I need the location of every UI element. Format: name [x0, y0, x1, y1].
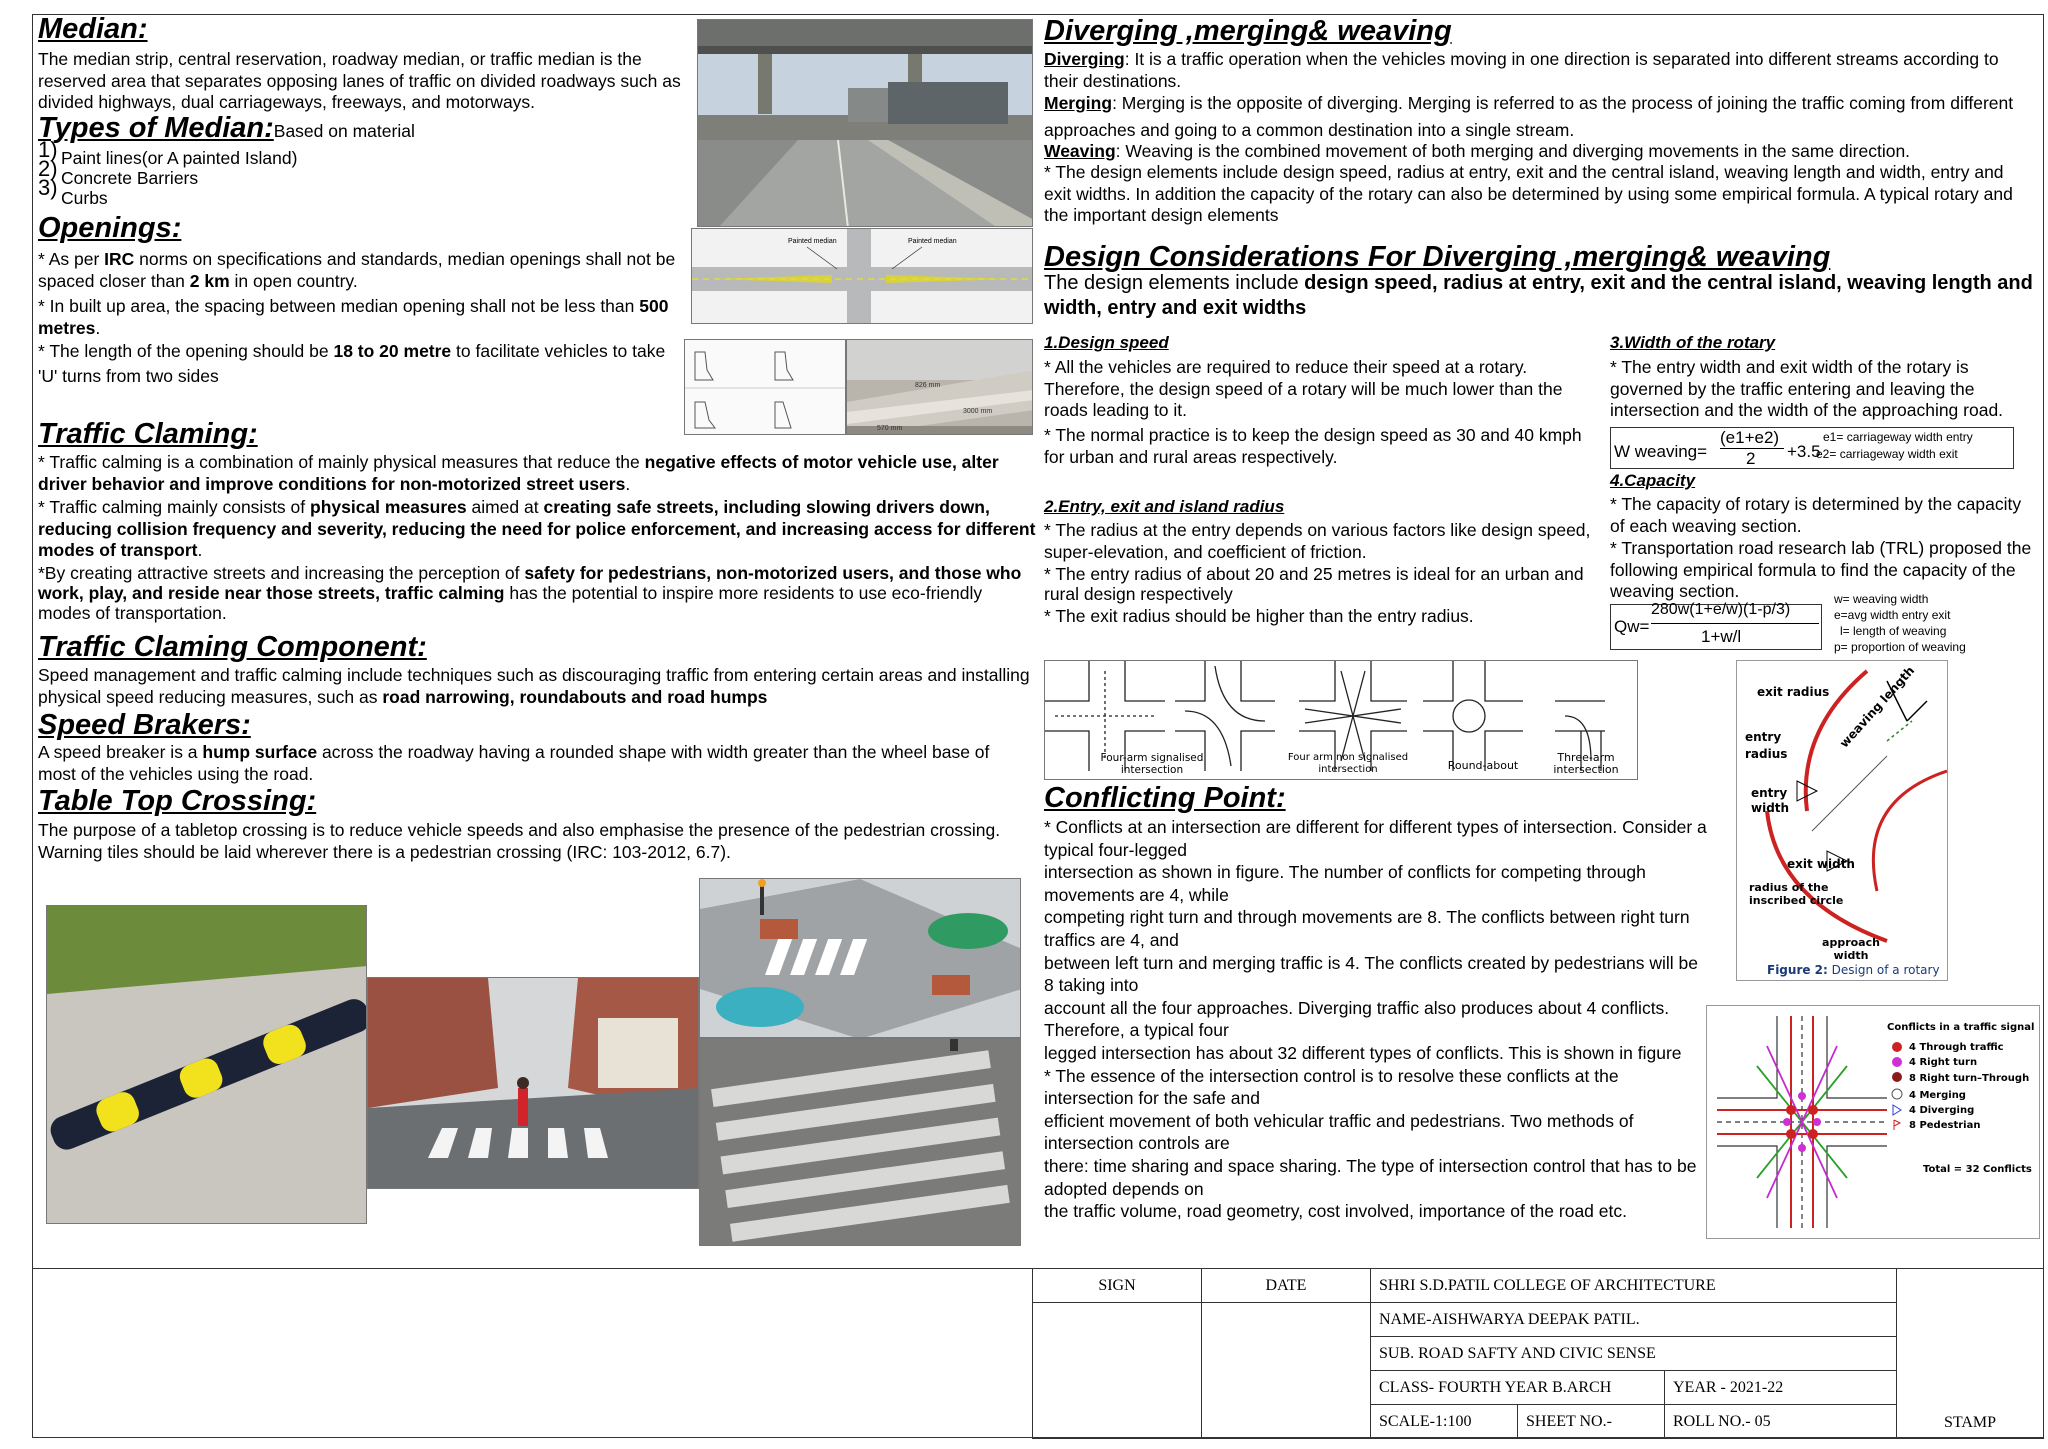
date-cell: DATE — [1202, 1269, 1371, 1303]
conflicts-total: Total = 32 Conflicts — [1923, 1164, 2032, 1175]
types-of-median-sub: Based on material — [273, 121, 415, 141]
crossing-illustration — [699, 878, 1021, 1038]
median-type-item: Concrete Barriers — [61, 168, 199, 188]
rotary-width-heading: 3.Width of the rotary — [1610, 333, 1776, 352]
painted-median-label: Painted median — [788, 238, 837, 245]
rotary-label: exit width — [1787, 857, 1855, 871]
sheet-no-cell: SHEET NO.- — [1518, 1405, 1665, 1439]
scale-cell: SCALE-1:100 — [1371, 1405, 1518, 1439]
design-speed-point-2: * The normal practice is to keep the design speed as 30 and 40 kmph for urban and rural areas respectively. — [1044, 425, 1582, 467]
capacity-point-1: * The capacity of rotary is determined by the capacity of each weaving section. — [1610, 494, 2022, 536]
rotary-label: entry width — [1751, 786, 1790, 815]
speed-breakers-body: A speed breaker is a hump surface across the roadway having a rounded shape with width greater than the wheel base of most of the vehicles using the road. — [38, 742, 990, 784]
traffic-calming-point-3: *By creating attractive streets and increasing the perception of safety for pedestrians, non-motorized users, and those who work, play, and reside near those streets, traffic calming has the potential to inspire more residents to use eco-friendly modes of transportation. — [38, 563, 1022, 623]
merging-definition: Merging: Merging is the opposite of diverging. Merging is referred to as the process of joining the traffic coming from different approaches and going to a common destination into a single stream. — [1044, 93, 2014, 140]
design-considerations-heading: Design Considerations For Diverging ,merging& weaving — [1044, 241, 1831, 273]
rotary-label: radius of the inscribed circle — [1749, 881, 1844, 907]
subject-cell: SUB. ROAD SAFTY AND CIVIC SENSE — [1371, 1337, 1897, 1371]
traffic-calming-point-1: * Traffic calming is a combination of mainly physical measures that reduce the negative effects of motor vehicle use, alter driver behavior and improve conditions for non-motorized street users. — [38, 452, 999, 494]
barrier-dimension: 826 mm — [915, 382, 941, 389]
capacity-formula-legend: w= weaving width e=avg width entry exit l= length of weaving p= proportion of weaving — [1834, 592, 1966, 654]
date-space — [1202, 1303, 1371, 1439]
conflicts-legend: 4 Through traffic 4 Right turn 8 Right turn–Through 4 Merging 4 Diverging 8 Pedestrian — [1909, 1042, 2030, 1132]
conflicts-figure — [1706, 1005, 2040, 1239]
intersection-label: Four-arm signalised intersection — [1100, 752, 1204, 776]
conflicting-point-body: * Conflicts at an intersection are different for different types of intersection. Consider a typical four-legged intersection as shown in figure. The number of conflicts for competing through movements are 4, while competing right turn and through movements are 8. The conflicts between right turn traffics are 4, and between left turn and merging traffic is 4. The conflicts created by pedestrians will be 8 taking into account all the four approaches. Diverging traffic also produces about 4 conflicts. Therefore, a typical four legged intersection has about 32 different types of conflicts. This is shown in figure * The essence of the intersection control is to resolve these conflicts at the intersection for the safe and efficient movement of both vehicular traffic and pedestrians. Two methods of intersection controls are there: time sharing and space sharing. The type of intersection control that has to be adopted depends on the traffic volume, road geometry, cost involved, importance of the road etc. — [1044, 817, 1707, 1222]
intersection-label: Three-arm intersection — [1553, 751, 1619, 776]
rotary-design-figure — [1736, 660, 1948, 981]
dmw-heading: Diverging ,merging& weaving — [1044, 15, 1452, 47]
median-type-number: 2) — [38, 156, 58, 181]
median-body: The median strip, central reservation, roadway median, or traffic median is the reserved area that separates opposing lanes of traffic on divided roadways such as divided highways, dual carriageways, freeways, and motorways. — [38, 49, 681, 112]
openings-heading: Openings: — [38, 212, 182, 244]
calming-component-body: Speed management and traffic calming include techniques such as discouraging traffic from entering certain areas and installing physical speed reducing measures, such as road narrowing, roundabouts and road humps — [38, 665, 1030, 707]
class-cell: CLASS- FOURTH YEAR B.ARCH — [1371, 1371, 1665, 1405]
openings-point-3: * The length of the opening should be 18 to 20 metre to facilitate vehicles to take 'U' turns from two sides — [38, 341, 666, 386]
weaving-capacity-formula: Qw= 280w(1+e/w)(1-p/3) 1+w/l — [1610, 604, 1822, 650]
median-type-item: Paint lines(or A painted Island) — [61, 148, 298, 168]
year-cell: YEAR - 2021-22 — [1665, 1371, 1897, 1405]
tabletop-crossing-street-photo — [367, 977, 699, 1189]
median-types-list — [61, 148, 297, 208]
entry-exit-radius-heading: 2.Entry, exit and island radius — [1044, 497, 1285, 516]
median-type-number: 3) — [38, 175, 58, 200]
rotary-label: exit radius — [1757, 685, 1830, 699]
capacity-heading: 4.Capacity — [1610, 471, 1696, 490]
college-cell: SHRI S.D.PATIL COLLEGE OF ARCHITECTURE — [1371, 1269, 1897, 1303]
design-speed-heading: 1.Design speed — [1044, 333, 1169, 352]
highway-median-photo — [697, 19, 1033, 227]
traffic-calming-heading: Traffic Claming: — [38, 418, 258, 450]
painted-median-label: Painted median — [908, 238, 957, 245]
weaving-definition: Weaving: Weaving is the combined movement of both merging and diverging movements in the same direction. — [1044, 141, 1911, 161]
rotary-design-note: * The design elements include design speed, radius at entry, exit and the central island, weaving length and width, entry and exit widths. In addition the capacity of the rotary can also be determined by using some empirical formula. A typical rotary and the important design elements — [1044, 162, 2013, 225]
barrier-dimension: 3000 mm — [963, 408, 993, 415]
median-plan-diagram — [691, 228, 1033, 324]
design-considerations-intro: The design elements include design speed, radius at entry, exit and the central island, weaving length and width, entry and exit widths — [1044, 272, 2033, 319]
median-type-number: 1) — [38, 137, 58, 162]
median-heading: Median: — [38, 13, 148, 45]
intersection-label: Round-about — [1447, 759, 1519, 772]
speed-breakers-heading: Speed Brakers: — [38, 709, 251, 741]
sign-space — [1033, 1303, 1202, 1439]
entry-radius-point-1: * The radius at the entry depends on various factors like design speed, super-elevation, and coefficient of friction. — [1044, 520, 1591, 562]
median-type-item: Curbs — [61, 188, 108, 208]
design-speed-point-1: * All the vehicles are required to reduce their speed at a rotary. Therefore, the design speed of a rotary will be much lower than the roads leading to it. — [1044, 357, 1563, 420]
table-top-body: The purpose of a tabletop crossing is to reduce vehicle speeds and also emphasise the presence of the pedestrian crossing. Warning tiles should be laid wherever there is a pedestrian crossing (IRC: 103-2012, 6.7). — [38, 820, 1001, 862]
openings-point-2: * In built up area, the spacing between median opening shall not be less than 500 metres. — [38, 296, 669, 338]
capacity-point-2: * Transportation road research lab (TRL) proposed the following empirical formula to find the capacity of the weaving section. — [1610, 538, 2032, 601]
stamp-cell: STAMP — [1897, 1269, 2044, 1439]
barrier-dimension: 570 mm — [877, 425, 903, 432]
rotary-figure-caption: Figure 2: Design of a rotary — [1767, 963, 1940, 977]
sign-cell: SIGN — [1033, 1269, 1202, 1303]
rotary-label: approach width — [1822, 936, 1880, 962]
rotary-width-text: * The entry width and exit width of the rotary is governed by the traffic entering and leaving the intersection and the width of the approaching road. — [1610, 357, 2004, 420]
table-top-heading: Table Top Crossing: — [38, 785, 317, 817]
conflicts-figure-title: Conflicts in a traffic signal — [1887, 1022, 2035, 1033]
speed-breaker-photo — [46, 905, 367, 1224]
openings-point-1: * As per IRC norms on specifications and standards, median openings shall not be spaced closer than 2 km in open country. — [38, 249, 676, 291]
concrete-barrier-photo — [846, 339, 1033, 435]
types-of-median-heading: Types of Median: — [38, 112, 274, 144]
types-of-median — [38, 113, 415, 144]
calming-component-heading: Traffic Claming Component: — [38, 631, 427, 663]
weaving-width-formula: W weaving= (e1+e2) 2 +3.5 e1= carriageway width entry e2= carriageway width exit — [1610, 427, 2014, 469]
diverging-definition: Diverging: It is a traffic operation when the vehicles moving in one direction is separated into different streams according to their destinations. — [1044, 49, 1999, 91]
rotary-label: weaving length — [1837, 663, 1918, 751]
intersection-label: Four arm non signalised intersection — [1287, 752, 1409, 775]
barrier-section-drawings — [684, 339, 846, 435]
entry-radius-point-3: * The exit radius should be higher than the entry radius. — [1044, 606, 1474, 626]
rotary-label: entry radius — [1745, 730, 1788, 761]
median-type-numbers — [38, 137, 58, 200]
name-cell: NAME-AISHWARYA DEEPAK PATIL. — [1371, 1303, 1897, 1337]
roll-no-cell: ROLL NO.- 05 — [1665, 1405, 1897, 1439]
intersection-types-diagram — [1044, 660, 1638, 780]
entry-radius-point-2: * The entry radius of about 20 and 25 metres is ideal for an urban and rural design respectively — [1044, 564, 1584, 604]
zebra-crossing-photo — [699, 1038, 1021, 1246]
conflicting-point-heading: Conflicting Point: — [1044, 782, 1286, 814]
title-block-table — [1032, 1268, 2044, 1439]
traffic-calming-point-2: * Traffic calming mainly consists of physical measures aimed at creating safe streets, including slowing drivers down, reducing collision frequency and severity, reducing the need for police enforcement, and increasing access for different modes of transport. — [38, 497, 1036, 560]
